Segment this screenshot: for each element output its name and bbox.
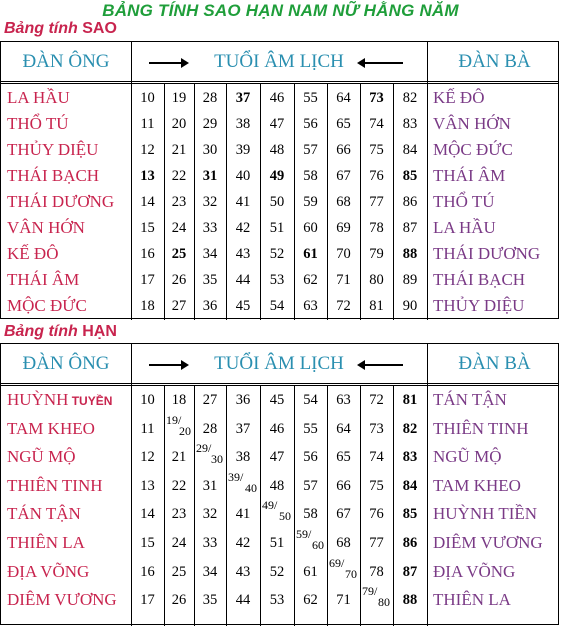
age-cell: 73 — [369, 90, 384, 106]
age-cell: 45 — [235, 298, 251, 314]
age-cell: 64 — [336, 90, 351, 106]
age-cell: 29 — [202, 116, 218, 132]
age-cell: 54 — [269, 298, 285, 314]
age-cell: 19 — [171, 90, 187, 106]
age-cell: 67 — [336, 168, 351, 184]
age-cell: 63 — [303, 298, 318, 314]
age-cell: 52 — [269, 563, 285, 580]
male-star-name: THỔ TÚ — [7, 114, 69, 133]
table-row — [1, 140, 558, 166]
age-cell: 44 — [235, 592, 251, 609]
age-cell: 65 — [336, 449, 351, 466]
age-cell: 10 — [140, 90, 155, 106]
age-cell: 76 — [369, 168, 384, 184]
age-cell: 82 — [402, 420, 418, 437]
age-cell: 47 — [269, 116, 285, 132]
female-star-name: MỘC ĐỨC — [433, 140, 513, 159]
age-cell: 67 — [336, 506, 351, 523]
age-cell: 23 — [171, 506, 187, 523]
age-cell: 81 — [402, 392, 418, 408]
han-section-title — [4, 323, 117, 341]
age-cell: 33 — [202, 220, 218, 236]
age-cell: 69/ 70 — [329, 555, 357, 581]
female-star-name: DIÊM VƯƠNG — [433, 533, 543, 552]
female-star-name: LA HẦU — [433, 218, 496, 237]
age-cell: 45 — [269, 392, 285, 408]
age-cell: 58 — [303, 506, 318, 523]
age-cell: 26 — [171, 272, 187, 288]
male-star-name: THIÊN TINH — [7, 475, 103, 495]
age-cell: 28 — [202, 90, 218, 106]
male-star-name: DIÊM VƯƠNG — [7, 590, 117, 610]
age-cell: 42 — [235, 220, 251, 236]
female-star-name: KẾ ĐÔ — [433, 88, 485, 107]
age-cell: 50 — [269, 194, 285, 210]
age-cell: 64 — [336, 420, 351, 437]
age-cell: 24 — [171, 535, 187, 551]
han-table-header — [1, 344, 558, 386]
male-star-name: THÁI ÂM — [7, 270, 80, 289]
table-row — [1, 441, 558, 476]
table-row — [1, 390, 558, 419]
male-star-name: THIÊN LA — [7, 533, 85, 552]
age-cell: 59/ 60 — [296, 527, 324, 552]
age-cell: 57 — [303, 142, 318, 158]
arrow-left-icon — [359, 364, 403, 366]
age-cell: 78 — [369, 220, 384, 236]
age-cell: 14 — [140, 194, 155, 210]
age-cell: 43 — [235, 246, 251, 262]
male-star-name: NGŨ MỘ — [7, 447, 76, 467]
age-cell: 13 — [140, 477, 155, 494]
age-cell: 55 — [303, 90, 318, 106]
age-cell: 11 — [140, 116, 155, 132]
age-cell: 73 — [369, 420, 384, 437]
age-cell: 21 — [171, 449, 187, 466]
age-cell: 41 — [235, 194, 251, 210]
age-cell: 59 — [303, 194, 318, 210]
age-cell: 70 — [336, 246, 351, 262]
table-row — [1, 296, 558, 322]
age-cell: 77 — [369, 194, 384, 210]
age-cell: 89 — [402, 272, 418, 288]
age-cell: 23 — [171, 194, 187, 210]
age-cell: 32 — [202, 506, 218, 523]
male-star-name: THÁI DƯƠNG — [7, 192, 115, 211]
age-cell: 74 — [369, 116, 384, 132]
header-men: ĐÀN ÔNG — [1, 42, 132, 81]
age-cell: 79 — [369, 246, 384, 262]
age-cell: 79/ 80 — [362, 584, 390, 610]
table-row — [1, 166, 558, 192]
age-cell: 29/ 30 — [196, 441, 223, 467]
age-cell: 47 — [269, 449, 285, 466]
age-cell: 35 — [202, 272, 218, 288]
male-star-name: HUỲNH TUYỀN — [7, 390, 113, 409]
age-cell: 14 — [140, 506, 155, 523]
extra-label: TUYỀN — [68, 394, 113, 408]
age-cell: 48 — [269, 142, 285, 158]
table-row — [1, 498, 558, 533]
male-star-name: TÁN TẬN — [7, 504, 81, 524]
age-cell: 11 — [140, 420, 155, 437]
age-cell: 84 — [402, 477, 418, 494]
age-cell: 60 — [303, 220, 318, 236]
table-row — [1, 270, 558, 296]
age-cell: 24 — [171, 220, 187, 236]
female-star-name: VÂN HỚN — [433, 114, 511, 133]
age-cell: 12 — [140, 142, 155, 158]
age-cell: 27 — [202, 392, 218, 408]
age-cell: 55 — [303, 420, 318, 437]
female-star-name: THÁI BẠCH — [433, 270, 526, 289]
age-cell: 18 — [140, 298, 155, 314]
age-cell: 33 — [202, 535, 218, 551]
age-cell: 57 — [303, 477, 318, 494]
age-cell: 54 — [303, 392, 318, 408]
age-cell: 43 — [235, 563, 251, 580]
female-star-name: NGŨ MỘ — [433, 447, 502, 467]
age-cell: 25 — [171, 563, 187, 580]
han-table — [0, 343, 559, 625]
age-cell: 86 — [402, 535, 418, 551]
age-cell: 56 — [303, 116, 318, 132]
female-star-name: ĐỊA VÕNG — [433, 561, 516, 581]
age-cell: 42 — [235, 535, 251, 551]
table-row — [1, 244, 558, 270]
age-cell: 84 — [402, 142, 418, 158]
header-lunar-age-label: TUỔI ÂM LỊCH — [214, 352, 344, 374]
age-cell: 38 — [235, 449, 251, 466]
male-star-name: KẾ ĐÔ — [7, 244, 59, 263]
female-star-name: THỦY DIỆU — [433, 296, 525, 315]
han-title-word: HẠN — [82, 323, 117, 340]
age-cell: 34 — [202, 246, 218, 262]
age-cell: 78 — [369, 563, 384, 580]
female-star-name: THÁI DƯƠNG — [433, 244, 541, 263]
age-cell: 85 — [402, 168, 418, 184]
age-cell: 12 — [140, 449, 155, 466]
male-star-name: THỦY DIỆU — [7, 140, 99, 159]
male-star-name: ĐỊA VÕNG — [7, 561, 90, 581]
age-cell: 66 — [336, 142, 351, 158]
sao-section-title — [4, 20, 117, 38]
age-cell: 62 — [303, 592, 318, 609]
header-men: ĐÀN ÔNG — [1, 344, 132, 383]
age-cell: 16 — [140, 563, 155, 580]
age-cell: 81 — [369, 298, 384, 314]
age-cell: 46 — [269, 420, 285, 437]
age-cell: 37 — [235, 90, 251, 106]
age-cell: 44 — [235, 272, 251, 288]
age-cell: 36 — [202, 298, 218, 314]
age-cell: 75 — [369, 142, 384, 158]
arrow-left-icon — [359, 62, 403, 64]
header-women: ĐÀN BÀ — [427, 344, 561, 383]
age-cell: 16 — [140, 246, 155, 262]
sao-table-header — [1, 42, 558, 84]
age-cell: 61 — [303, 563, 318, 580]
age-cell: 38 — [235, 116, 251, 132]
age-cell: 63 — [336, 392, 351, 408]
age-cell: 32 — [202, 194, 218, 210]
age-cell: 62 — [303, 272, 318, 288]
age-cell: 53 — [269, 592, 285, 609]
age-cell: 90 — [402, 298, 418, 314]
age-cell: 72 — [336, 298, 351, 314]
age-cell: 52 — [269, 246, 285, 262]
age-cell: 18 — [171, 392, 187, 408]
age-cell: 72 — [369, 392, 384, 408]
male-star-name: MỘC ĐỨC — [7, 296, 87, 315]
male-star-name: TAM KHEO — [7, 418, 95, 438]
age-cell: 31 — [202, 168, 218, 184]
table-row — [1, 192, 558, 218]
age-cell: 77 — [369, 535, 384, 551]
age-cell: 71 — [336, 592, 351, 609]
age-cell: 74 — [369, 449, 384, 466]
age-cell: 66 — [336, 477, 351, 494]
age-cell: 20 — [171, 116, 187, 132]
age-cell: 27 — [171, 298, 187, 314]
age-cell: 22 — [171, 477, 187, 494]
age-cell: 36 — [235, 392, 251, 408]
female-star-name: TÁN TẬN — [433, 390, 507, 409]
age-cell: 48 — [269, 477, 285, 494]
age-cell: 25 — [171, 246, 187, 262]
table-row — [1, 114, 558, 140]
sao-table — [0, 41, 559, 319]
age-cell: 86 — [402, 194, 418, 210]
age-cell: 39/ 40 — [228, 469, 257, 495]
age-cell: 76 — [369, 506, 384, 523]
age-cell: 75 — [369, 477, 384, 494]
age-cell: 53 — [269, 272, 285, 288]
age-cell: 30 — [202, 142, 218, 158]
age-cell: 40 — [235, 168, 251, 184]
header-lunar-age-label: TUỔI ÂM LỊCH — [214, 50, 344, 72]
han-title-prefix: Bảng tính — [4, 323, 78, 340]
female-star-name: THÁI ÂM — [433, 166, 506, 185]
age-cell: 82 — [402, 90, 418, 106]
age-cell: 69 — [336, 220, 351, 236]
age-cell: 21 — [171, 142, 187, 158]
age-cell: 46 — [269, 90, 285, 106]
age-cell: 19/ 20 — [166, 412, 191, 438]
age-cell: 34 — [202, 563, 218, 580]
age-cell: 68 — [336, 194, 351, 210]
age-cell: 51 — [269, 220, 285, 236]
age-cell: 13 — [140, 168, 155, 184]
female-star-name: THỔ TÚ — [433, 192, 495, 211]
age-cell: 88 — [402, 246, 418, 262]
age-cell: 83 — [402, 449, 418, 466]
age-cell: 39 — [235, 142, 251, 158]
age-cell: 80 — [369, 272, 384, 288]
age-cell: 85 — [402, 506, 418, 523]
arrow-right-icon — [149, 364, 187, 366]
female-star-name: THIÊN LA — [433, 590, 511, 610]
age-cell: 31 — [202, 477, 218, 494]
table-row — [1, 218, 558, 244]
table-row — [1, 412, 558, 448]
female-star-name: THIÊN TINH — [433, 418, 529, 438]
table-row — [1, 555, 558, 591]
age-cell: 83 — [402, 116, 418, 132]
age-cell: 17 — [140, 592, 155, 609]
male-star-name: LA HẦU — [7, 88, 70, 107]
age-cell: 35 — [202, 592, 218, 609]
age-cell: 61 — [303, 246, 318, 262]
age-cell: 17 — [140, 272, 155, 288]
age-cell: 65 — [336, 116, 351, 132]
age-cell: 56 — [303, 449, 318, 466]
age-cell: 58 — [303, 168, 318, 184]
age-cell: 49 — [269, 168, 285, 184]
age-cell: 15 — [140, 535, 155, 551]
age-cell: 49/ 50 — [262, 498, 291, 524]
male-star-name: VÂN HỚN — [7, 218, 85, 237]
sao-title-word: SAO — [82, 20, 117, 37]
age-cell: 68 — [336, 535, 351, 551]
table-row — [1, 527, 558, 562]
age-cell: 87 — [402, 220, 418, 236]
age-cell: 22 — [171, 168, 187, 184]
age-cell: 71 — [336, 272, 351, 288]
page-title: BẢNG TÍNH SAO HẠN NAM NỮ HẰNG NĂM — [102, 1, 459, 20]
age-cell: 88 — [402, 592, 418, 609]
table-row — [1, 584, 558, 619]
female-star-name: TAM KHEO — [433, 475, 521, 495]
age-cell: 41 — [235, 506, 251, 523]
age-cell: 26 — [171, 592, 187, 609]
age-cell: 51 — [269, 535, 285, 551]
sao-title-prefix: Bảng tính — [4, 20, 78, 37]
male-star-name: THÁI BẠCH — [7, 166, 100, 185]
header-women: ĐÀN BÀ — [427, 42, 561, 81]
age-cell: 87 — [402, 563, 418, 580]
age-cell: 15 — [140, 220, 155, 236]
table-row — [1, 88, 558, 114]
age-cell: 28 — [202, 420, 218, 437]
age-cell: 37 — [235, 420, 251, 437]
female-star-name: HUỲNH TIỀN — [433, 504, 538, 524]
arrow-right-icon — [149, 62, 187, 64]
age-cell: 10 — [140, 392, 155, 408]
